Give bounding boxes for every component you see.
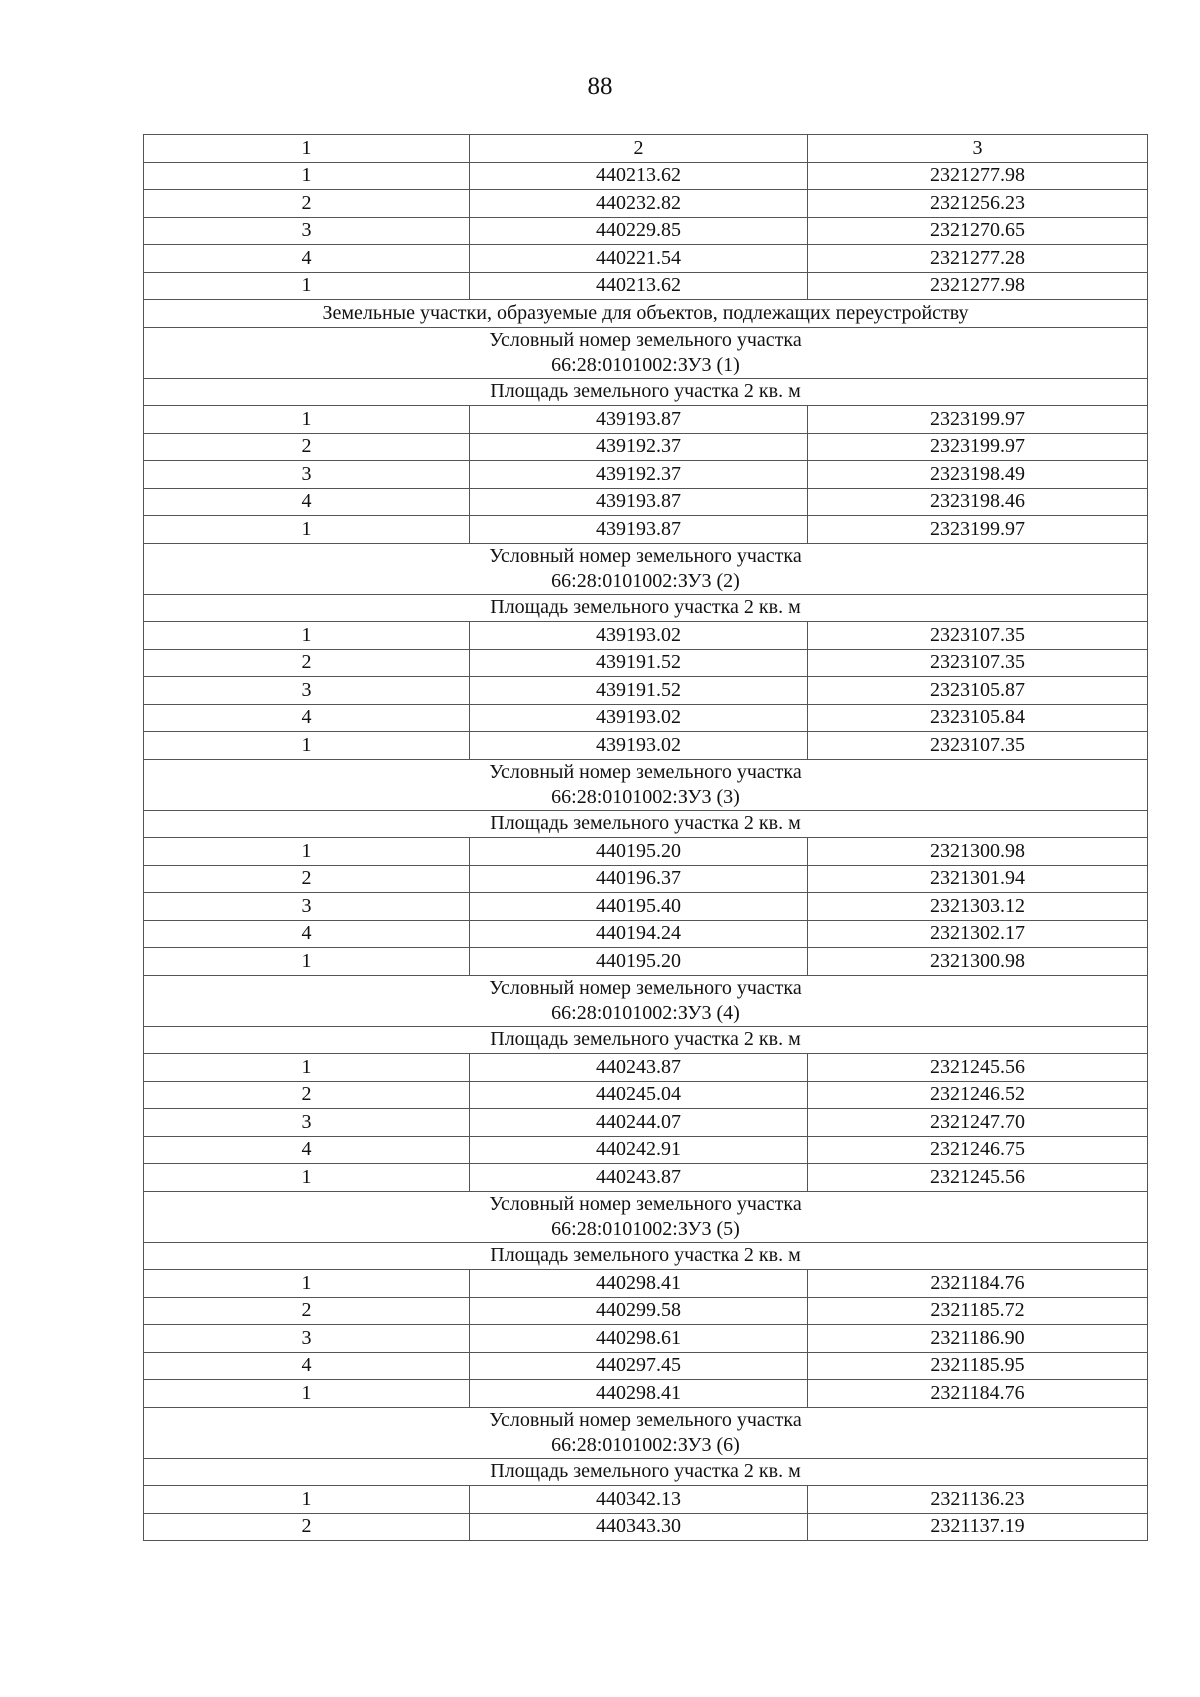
y-coordinate-cell: 2321246.52 <box>808 1081 1148 1109</box>
x-coordinate-cell: 440221.54 <box>470 245 808 273</box>
x-coordinate-cell: 440243.87 <box>470 1164 808 1192</box>
y-coordinate-cell: 2321137.19 <box>808 1513 1148 1541</box>
point-number-cell: 2 <box>144 649 470 677</box>
point-number-cell: 1 <box>144 948 470 976</box>
point-number-cell: 4 <box>144 245 470 273</box>
x-coordinate-cell: 440195.20 <box>470 948 808 976</box>
point-number-cell: 1 <box>144 1054 470 1082</box>
x-coordinate-cell: 440195.40 <box>470 893 808 921</box>
plot-title <box>144 543 1148 594</box>
plot-title-row <box>144 1191 1148 1242</box>
y-coordinate-cell: 2321301.94 <box>808 865 1148 893</box>
point-number-cell: 4 <box>144 488 470 516</box>
y-coordinate-cell: 2321300.98 <box>808 948 1148 976</box>
x-coordinate-cell: 440213.62 <box>470 162 808 190</box>
table-row <box>144 1164 1148 1192</box>
x-coordinate-cell: 439193.87 <box>470 516 808 544</box>
plot-title-row <box>144 1407 1148 1458</box>
x-coordinate-cell: 439193.87 <box>470 406 808 434</box>
table-row <box>144 461 1148 489</box>
table-row <box>144 433 1148 461</box>
plot-cadastral-number: 66:28:0101002:ЗУ3 (6) <box>551 1433 740 1456</box>
table-row <box>144 1109 1148 1137</box>
plot-title-row <box>144 759 1148 810</box>
table-row <box>144 622 1148 650</box>
y-coordinate-cell: 2321302.17 <box>808 920 1148 948</box>
point-number-cell: 3 <box>144 893 470 921</box>
coordinates-table <box>143 134 1148 1541</box>
table-row <box>144 704 1148 732</box>
x-coordinate-cell: 440297.45 <box>470 1352 808 1380</box>
point-number-cell: 2 <box>144 1081 470 1109</box>
point-number-cell: 2 <box>144 865 470 893</box>
point-number-cell: 3 <box>144 677 470 705</box>
table-row <box>144 162 1148 190</box>
plot-title <box>144 759 1148 810</box>
point-number-cell: 1 <box>144 272 470 300</box>
section-title-row <box>144 300 1148 328</box>
x-coordinate-cell: 440243.87 <box>470 1054 808 1082</box>
x-coordinate-cell: 440194.24 <box>470 920 808 948</box>
y-coordinate-cell: 2323105.84 <box>808 704 1148 732</box>
point-number-cell: 1 <box>144 1380 470 1408</box>
coordinates-table-body <box>144 135 1148 1541</box>
x-coordinate-cell: 439192.37 <box>470 433 808 461</box>
x-coordinate-cell: 440342.13 <box>470 1486 808 1514</box>
plot-title <box>144 1191 1148 1242</box>
x-coordinate-cell: 440298.41 <box>470 1380 808 1408</box>
point-number-cell: 4 <box>144 704 470 732</box>
y-coordinate-cell: 2321300.98 <box>808 838 1148 866</box>
point-number-cell: 3 <box>144 1109 470 1137</box>
plot-title-label: Условный номер земельного участка <box>489 760 802 783</box>
plot-area-row <box>144 594 1148 622</box>
point-number-cell: 1 <box>144 622 470 650</box>
y-coordinate-cell: 2321245.56 <box>808 1054 1148 1082</box>
plot-cadastral-number: 66:28:0101002:ЗУ3 (3) <box>551 785 740 808</box>
table-row <box>144 865 1148 893</box>
table-row <box>144 1081 1148 1109</box>
x-coordinate-cell: 440195.20 <box>470 838 808 866</box>
table-row <box>144 838 1148 866</box>
y-coordinate-cell: 2321184.76 <box>808 1270 1148 1298</box>
table-row <box>144 1270 1148 1298</box>
y-coordinate-cell: 2323198.49 <box>808 461 1148 489</box>
point-number-cell: 1 <box>144 406 470 434</box>
plot-cadastral-number: 66:28:0101002:ЗУ3 (2) <box>551 569 740 592</box>
plot-area-row <box>144 810 1148 838</box>
table-row <box>144 245 1148 273</box>
y-coordinate-cell: 2321270.65 <box>808 217 1148 245</box>
y-coordinate-cell: 2321246.75 <box>808 1136 1148 1164</box>
point-number-cell: 1 <box>144 1486 470 1514</box>
plot-area: Площадь земельного участка 2 кв. м <box>144 1458 1148 1486</box>
y-coordinate-cell: 2323107.35 <box>808 732 1148 760</box>
y-coordinate-cell: 2323199.97 <box>808 433 1148 461</box>
table-row <box>144 1486 1148 1514</box>
y-coordinate-cell: 2321185.72 <box>808 1297 1148 1325</box>
x-coordinate-cell: 439191.52 <box>470 649 808 677</box>
point-number-cell: 1 <box>144 162 470 190</box>
table-row <box>144 893 1148 921</box>
x-coordinate-cell: 440242.91 <box>470 1136 808 1164</box>
x-coordinate-cell: 439193.02 <box>470 704 808 732</box>
table-row <box>144 1054 1148 1082</box>
point-number-cell: 1 <box>144 838 470 866</box>
point-number-cell: 3 <box>144 217 470 245</box>
plot-title-label: Условный номер земельного участка <box>489 976 802 999</box>
header-cell-y: 3 <box>808 135 1148 163</box>
x-coordinate-cell: 440244.07 <box>470 1109 808 1137</box>
table-header-row <box>144 135 1148 163</box>
plot-title <box>144 327 1148 378</box>
plot-cadastral-number: 66:28:0101002:ЗУ3 (1) <box>551 353 740 376</box>
y-coordinate-cell: 2321184.76 <box>808 1380 1148 1408</box>
y-coordinate-cell: 2321256.23 <box>808 190 1148 218</box>
plot-title-label: Условный номер земельного участка <box>489 1192 802 1215</box>
x-coordinate-cell: 440196.37 <box>470 865 808 893</box>
table-row <box>144 677 1148 705</box>
table-row <box>144 649 1148 677</box>
y-coordinate-cell: 2321245.56 <box>808 1164 1148 1192</box>
point-number-cell: 4 <box>144 1136 470 1164</box>
x-coordinate-cell: 439191.52 <box>470 677 808 705</box>
header-cell-x: 2 <box>470 135 808 163</box>
plot-title <box>144 1407 1148 1458</box>
point-number-cell: 2 <box>144 190 470 218</box>
plot-area-row <box>144 378 1148 406</box>
plot-area: Площадь земельного участка 2 кв. м <box>144 810 1148 838</box>
y-coordinate-cell: 2323105.87 <box>808 677 1148 705</box>
table-row <box>144 948 1148 976</box>
y-coordinate-cell: 2323198.46 <box>808 488 1148 516</box>
x-coordinate-cell: 440298.61 <box>470 1325 808 1353</box>
point-number-cell: 1 <box>144 516 470 544</box>
plot-area: Площадь земельного участка 2 кв. м <box>144 1242 1148 1270</box>
plot-cadastral-number: 66:28:0101002:ЗУ3 (5) <box>551 1217 740 1240</box>
plot-cadastral-number: 66:28:0101002:ЗУ3 (4) <box>551 1001 740 1024</box>
point-number-cell: 4 <box>144 920 470 948</box>
x-coordinate-cell: 440299.58 <box>470 1297 808 1325</box>
y-coordinate-cell: 2321277.98 <box>808 162 1148 190</box>
plot-area: Площадь земельного участка 2 кв. м <box>144 594 1148 622</box>
x-coordinate-cell: 440245.04 <box>470 1081 808 1109</box>
plot-area-row <box>144 1458 1148 1486</box>
table-row <box>144 516 1148 544</box>
point-number-cell: 1 <box>144 732 470 760</box>
header-cell-point: 1 <box>144 135 470 163</box>
y-coordinate-cell: 2321277.98 <box>808 272 1148 300</box>
y-coordinate-cell: 2323107.35 <box>808 649 1148 677</box>
table-row <box>144 272 1148 300</box>
x-coordinate-cell: 439193.02 <box>470 622 808 650</box>
plot-area: Площадь земельного участка 2 кв. м <box>144 1026 1148 1054</box>
point-number-cell: 4 <box>144 1352 470 1380</box>
plot-area-row <box>144 1026 1148 1054</box>
y-coordinate-cell: 2321303.12 <box>808 893 1148 921</box>
table-row <box>144 406 1148 434</box>
point-number-cell: 3 <box>144 1325 470 1353</box>
table-row <box>144 217 1148 245</box>
point-number-cell: 1 <box>144 1270 470 1298</box>
point-number-cell: 1 <box>144 1164 470 1192</box>
section-title: Земельные участки, образуемые для объектов, подлежащих переустройству <box>144 300 1148 328</box>
x-coordinate-cell: 440343.30 <box>470 1513 808 1541</box>
x-coordinate-cell: 440213.62 <box>470 272 808 300</box>
x-coordinate-cell: 439192.37 <box>470 461 808 489</box>
x-coordinate-cell: 440229.85 <box>470 217 808 245</box>
plot-title <box>144 975 1148 1026</box>
table-row <box>144 920 1148 948</box>
table-row <box>144 1297 1148 1325</box>
x-coordinate-cell: 440298.41 <box>470 1270 808 1298</box>
plot-area-row <box>144 1242 1148 1270</box>
table-row <box>144 1325 1148 1353</box>
plot-title-row <box>144 975 1148 1026</box>
x-coordinate-cell: 439193.87 <box>470 488 808 516</box>
x-coordinate-cell: 440232.82 <box>470 190 808 218</box>
y-coordinate-cell: 2321186.90 <box>808 1325 1148 1353</box>
page-number: 88 <box>587 73 613 100</box>
x-coordinate-cell: 439193.02 <box>470 732 808 760</box>
y-coordinate-cell: 2321185.95 <box>808 1352 1148 1380</box>
plot-area: Площадь земельного участка 2 кв. м <box>144 378 1148 406</box>
y-coordinate-cell: 2321136.23 <box>808 1486 1148 1514</box>
point-number-cell: 2 <box>144 433 470 461</box>
y-coordinate-cell: 2323107.35 <box>808 622 1148 650</box>
y-coordinate-cell: 2321247.70 <box>808 1109 1148 1137</box>
table-row <box>144 1352 1148 1380</box>
table-row <box>144 1380 1148 1408</box>
plot-title-row <box>144 327 1148 378</box>
plot-title-label: Условный номер земельного участка <box>489 1408 802 1431</box>
plot-title-row <box>144 543 1148 594</box>
table-row <box>144 732 1148 760</box>
point-number-cell: 3 <box>144 461 470 489</box>
y-coordinate-cell: 2323199.97 <box>808 406 1148 434</box>
plot-title-label: Условный номер земельного участка <box>489 544 802 567</box>
y-coordinate-cell: 2321277.28 <box>808 245 1148 273</box>
point-number-cell: 2 <box>144 1513 470 1541</box>
table-row <box>144 190 1148 218</box>
point-number-cell: 2 <box>144 1297 470 1325</box>
table-row <box>144 1513 1148 1541</box>
table-row <box>144 488 1148 516</box>
plot-title-label: Условный номер земельного участка <box>489 328 802 351</box>
y-coordinate-cell: 2323199.97 <box>808 516 1148 544</box>
table-row <box>144 1136 1148 1164</box>
